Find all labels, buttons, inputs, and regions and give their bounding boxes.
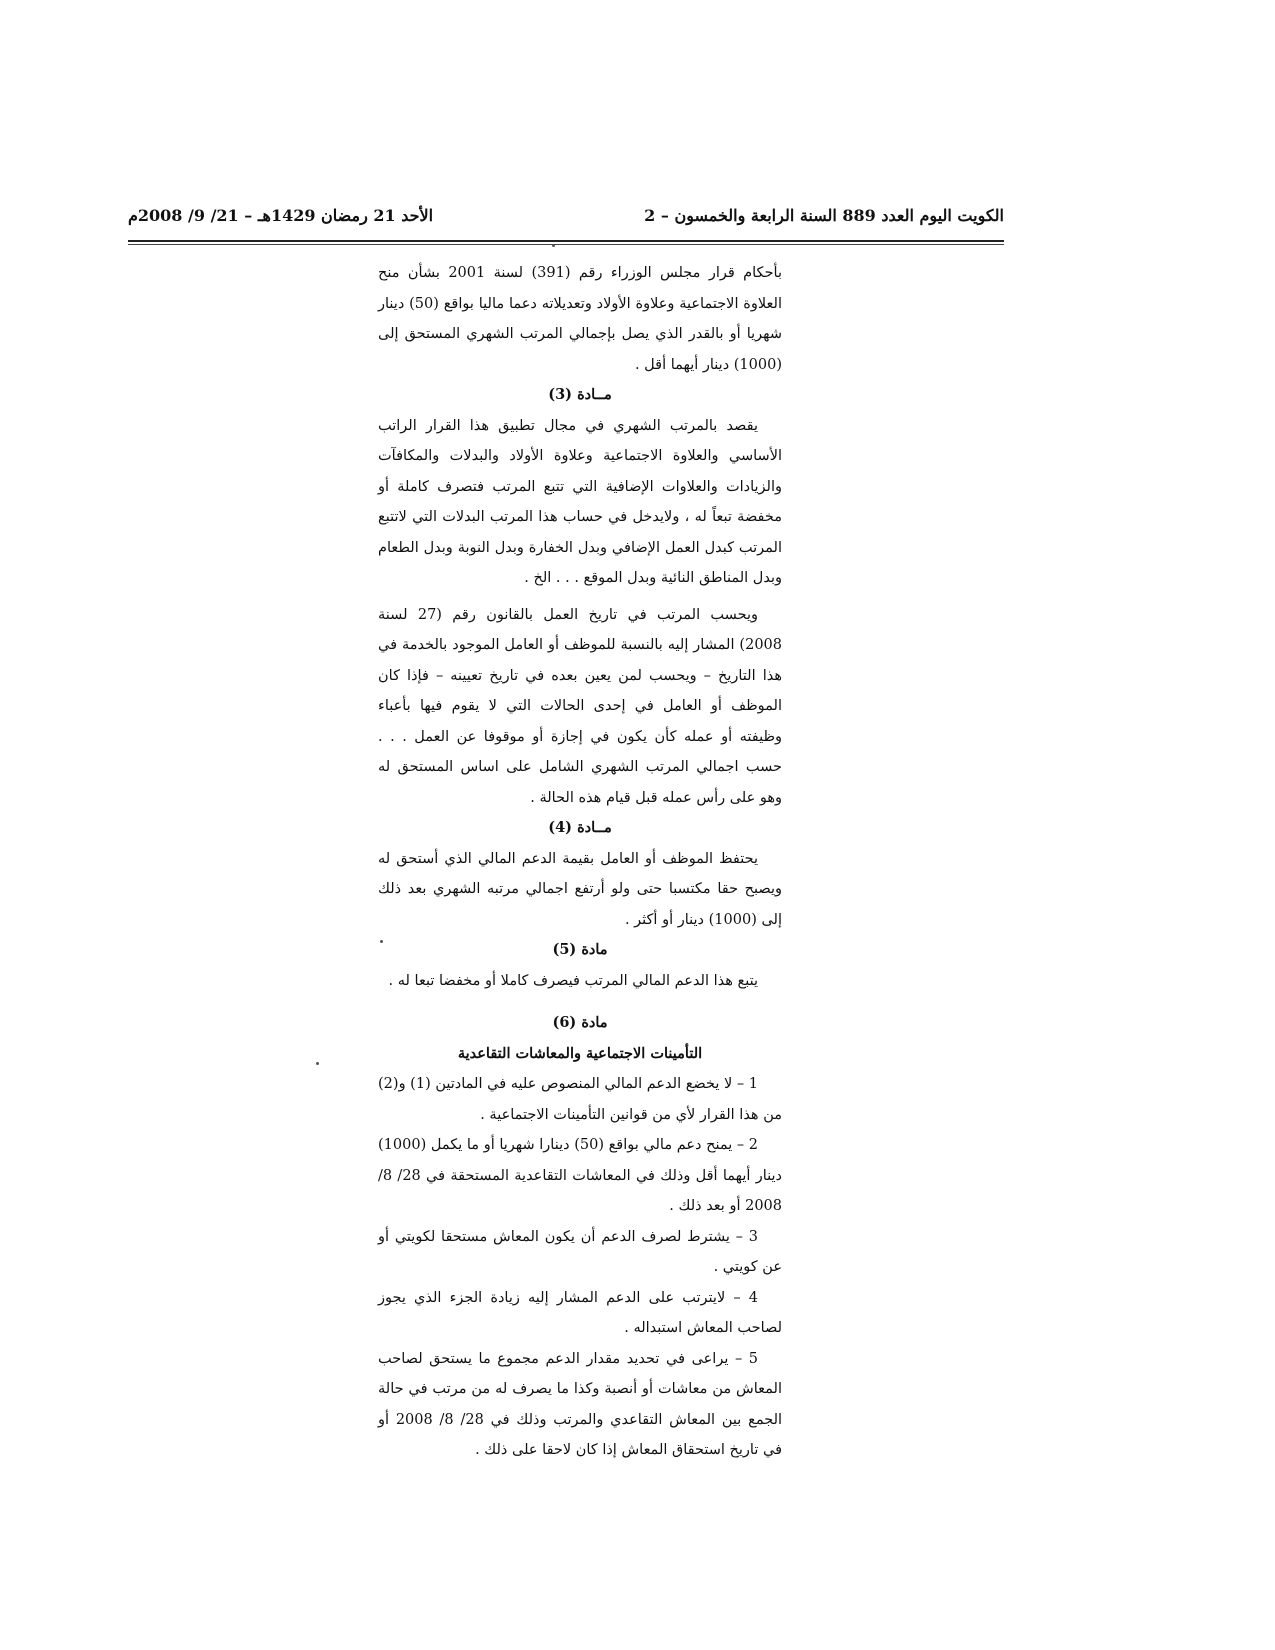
article-4-paragraph: يحتفظ الموظف أو العامل بقيمة الدعم المالي الذي أستحق له ويصبح حقا مكتسبا حتى ولو أرتفع اجمالي مرتبه الشهري بعد ذلك إلى (1000) دينار أو أكثر . <box>378 850 782 928</box>
gazette-issue-info: الكويت اليوم العدد 889 السنة الرابعة والخمسون – 2 <box>644 206 1004 225</box>
article-5-heading: مادة (5) <box>552 941 608 958</box>
article-6-item-1: 1 – لا يخضع الدعم المالي المنصوص عليه في المادتين (1) و(2) من هذا القرار لأي من قوانين التأمينات الاجتماعية . <box>378 1076 782 1123</box>
publication-date: الأحد 21 رمضان 1429هـ – 21/ 9/ 2008م <box>128 206 434 225</box>
article-6-item-3: 3 – يشترط لصرف الدعم أن يكون المعاش مستحقا لكويتي أو عن كويتي . <box>378 1228 782 1275</box>
article-6-item-2: 2 – يمنح دعم مالي بواقع (50) دينارا شهريا أو ما يكمل (1000) دينار أيهما أقل وذلك في المعاشات التقاعدية المستحقة في 28/ 8/ 2008 أو بعد ذلك . <box>378 1137 783 1214</box>
scan-speck <box>316 1062 319 1065</box>
header-rule-thin <box>128 244 1004 245</box>
article-3-paragraph-1: يقصد بالمرتب الشهري في مجال تطبيق هذا القرار الراتب الأساسي والعلاوة الاجتماعية وعلاوة الأولاد والبدلات والمكافآت والزيادات والعلاوات الإضافية التي تتبع المرتب فتصرف كاملة أو مخفضة تبعاً له ، ولايدخل في حساب هذا المرتب البدلات التي لاتتبع المرتب كبدل العمل الإضافي وبدل الخفارة وبدل النوبة وبدل الطعام وبدل المناطق النائية وبدل الموقع . . . الخ . <box>378 417 782 586</box>
intro-paragraph: بأحكام قرار مجلس الوزراء رقم (391) لسنة 2001 بشأن منح العلاوة الاجتماعية وعلاوة الأولاد وتعديلاته دعما ماليا بواقع (50) دينار شهريا أو بالقدر الذي يصل بإجمالي المرتب الشهري المستحق إلى (1000) دينار أيهما أقل . <box>378 265 783 373</box>
article-6-item-4: 4 – لايترتب على الدعم المشار إليه زيادة الجزء الذي يجوز لصاحب المعاش استبداله . <box>378 1289 782 1336</box>
document-body <box>378 258 782 1466</box>
scan-speck <box>380 940 383 943</box>
article-6-subheading: التأمينات الاجتماعية والمعاشات التقاعدية <box>457 1044 703 1062</box>
article-6-heading: مادة (6) <box>552 1014 608 1031</box>
article-5-paragraph: يتبع هذا الدعم المالي المرتب فيصرف كاملا أو مخفضا تبعا له . <box>388 972 758 989</box>
header-rule-thick <box>128 240 1004 242</box>
article-6-item-5: 5 – يراعى في تحديد مقدار الدعم مجموع ما يستحق لصاحب المعاش من معاشات أو أنصبة وكذا ما يصرف له من مرتب في حالة الجمع بين المعاش التقاعدي والمرتب وذلك في 28/ 8/ 2008 أو في تاريخ استحقاق المعاش إذا كان لاحقا على ذلك . <box>378 1350 783 1458</box>
article-3-paragraph-2: ويحسب المرتب في تاريخ العمل بالقانون رقم (27 لسنة 2008) المشار إليه بالنسبة للموظف أو العامل الموجود بالخدمة في هذا التاريخ – ويحسب لمن يعين بعده في تاريخ تعيينه – فإذا كان الموظف أو العامل في إحدى الحالات التي لا يقوم فيها بأعباء وظيفته أو عمله كأن يكون في إجازة أو موقوفا عن العمل . . . حسب اجمالي المرتب الشهري الشامل على اساس المستحق له وهو على رأس عمله قبل قيام هذه الحالة . <box>378 606 782 806</box>
article-3-heading: مــادة (3) <box>548 386 612 403</box>
scan-speck <box>552 244 555 247</box>
article-4-heading: مــادة (4) <box>548 819 612 836</box>
page-header <box>128 200 1004 236</box>
